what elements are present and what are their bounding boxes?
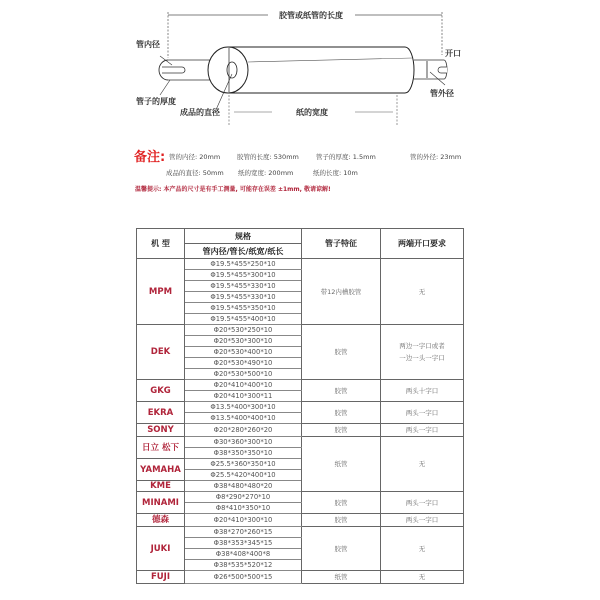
spec-value: Φ13.5*400*400*10	[185, 413, 302, 424]
spec-value: Φ20*410*300*10	[185, 514, 302, 527]
right-tube-slot	[438, 67, 447, 73]
spec-value: Φ20*280*260*20	[185, 424, 302, 437]
model-name: EKRA	[137, 402, 185, 424]
note-item: 管的内径: 20mm	[169, 153, 221, 161]
spec-value: Φ20*530*250*10	[185, 325, 302, 336]
model-name: MPM	[137, 259, 185, 325]
spec-value: Φ8*290*270*10	[185, 492, 302, 503]
spec-value: Φ19.5*455*330*10	[185, 292, 302, 303]
spec-value: Φ38*480*480*20	[185, 481, 302, 492]
table-row	[137, 492, 464, 503]
model-name: MINAMI	[137, 492, 185, 514]
note-item: 胶管的长度: 530mm	[237, 153, 299, 161]
spec-value: Φ38*408*400*8	[185, 549, 302, 560]
table-row	[137, 437, 464, 448]
model-name: DEK	[137, 325, 185, 380]
spec-value: Φ20*410*400*10	[185, 380, 302, 391]
tube-feature: 胶管	[302, 424, 381, 437]
table-row	[137, 380, 464, 391]
inner-diameter-leader	[160, 56, 172, 65]
spec-table	[136, 228, 464, 584]
spec-value: Φ20*530*490*10	[185, 358, 302, 369]
note-item: 纸的宽度: 200mm	[238, 169, 294, 177]
tube-feature: 纸管	[302, 571, 381, 584]
spec-value: Φ20*410*300*11	[185, 391, 302, 402]
spec-value: Φ19.5*455*330*10	[185, 281, 302, 292]
table-row	[137, 402, 464, 413]
header-model: 机 型	[137, 229, 185, 259]
note-item: 管子的厚度: 1.5mm	[316, 153, 376, 161]
tube-thickness-label: 管子的厚度	[136, 97, 176, 106]
product-diameter-label: 成品的直径	[180, 108, 220, 117]
model-name: 日立 松下	[137, 437, 185, 459]
tube-length-label: 胶管或纸管的长度	[279, 11, 343, 20]
tube-feature: 纸管	[302, 437, 381, 492]
header-spec-sub: 管内径/管长/纸宽/纸长	[185, 244, 302, 259]
header-feature: 管子特征	[302, 229, 381, 259]
spec-value: Φ38*353*345*15	[185, 538, 302, 549]
spec-value: Φ25.5*360*350*10	[185, 459, 302, 470]
header-ends: 两端开口要求	[381, 229, 464, 259]
inner-diameter-label: 管内径	[136, 40, 160, 49]
spec-value: Φ38*350*350*10	[185, 448, 302, 459]
tube-feature: 胶管	[302, 514, 381, 527]
spec-value: Φ19.5*455*250*10	[185, 259, 302, 270]
end-requirement: 两头十字口	[381, 380, 464, 402]
tube-feature: 胶管	[302, 402, 381, 424]
tube-feature: 胶管	[302, 527, 381, 571]
model-name: JUKI	[137, 527, 185, 571]
paper-width-label: 纸的宽度	[296, 108, 328, 117]
notes-title: 备注:	[134, 150, 166, 165]
spec-value: Φ30*360*300*10	[185, 437, 302, 448]
table-row	[137, 514, 464, 527]
spec-value: Φ26*500*500*15	[185, 571, 302, 584]
spec-value: Φ19.5*455*350*10	[185, 303, 302, 314]
table-row	[137, 424, 464, 437]
end-requirement: 无	[381, 527, 464, 571]
note-item: 管的外径: 23mm	[410, 153, 462, 161]
end-requirement: 无	[381, 259, 464, 325]
end-requirement: 两边一字口或者 一边一头一字口	[381, 325, 464, 380]
table-row	[137, 325, 464, 336]
tube-feature: 胶管	[302, 380, 381, 402]
tube-feature: 胶管	[302, 492, 381, 514]
thickness-leader	[160, 80, 170, 95]
table-row	[137, 527, 464, 538]
model-name: FUJI	[137, 571, 185, 584]
model-name: 德森	[137, 514, 185, 527]
spec-value: Φ13.5*400*300*10	[185, 402, 302, 413]
model-name: SONY	[137, 424, 185, 437]
roll-core	[227, 62, 237, 78]
spec-value: Φ20*530*400*10	[185, 347, 302, 358]
table-row	[137, 259, 464, 270]
header-spec: 规格	[185, 229, 302, 244]
spec-value: Φ20*530*300*10	[185, 336, 302, 347]
spec-value: Φ20*530*500*10	[185, 369, 302, 380]
spec-value: Φ38*270*260*15	[185, 527, 302, 538]
tube-feature: 胶管	[302, 325, 381, 380]
end-requirement: 两头一字口	[381, 424, 464, 437]
table-row	[137, 571, 464, 584]
spec-value: Φ19.5*455*400*10	[185, 314, 302, 325]
end-requirement: 两头一字口	[381, 492, 464, 514]
end-requirement: 无	[381, 437, 464, 492]
tube-feature: 带12内槽胶管	[302, 259, 381, 325]
spec-value: Φ8*410*350*10	[185, 503, 302, 514]
model-name: KME	[137, 481, 185, 492]
left-tube-slot	[162, 67, 185, 73]
outer-diameter-leader	[430, 72, 445, 85]
spec-value: Φ38*535*520*12	[185, 560, 302, 571]
model-name: GKG	[137, 380, 185, 402]
spec-value: Φ25.5*420*400*10	[185, 470, 302, 481]
note-item: 纸的长度: 10m	[313, 169, 358, 177]
roll-right-end	[405, 47, 414, 93]
end-requirement: 两头一字口	[381, 514, 464, 527]
spec-value: Φ19.5*455*300*10	[185, 270, 302, 281]
end-requirement: 无	[381, 571, 464, 584]
warm-tip: 温馨提示: 本产品的尺寸是有手工测量, 可能存在误差 ±1mm, 敬请谅解!	[135, 186, 331, 193]
end-requirement: 两头一字口	[381, 402, 464, 424]
model-name: YAMAHA	[137, 459, 185, 481]
outer-diameter-label: 管外径	[430, 89, 454, 98]
note-item: 成品的直径: 50mm	[166, 169, 224, 177]
opening-label: 开口	[445, 49, 461, 58]
roll-inner-line	[248, 58, 412, 62]
